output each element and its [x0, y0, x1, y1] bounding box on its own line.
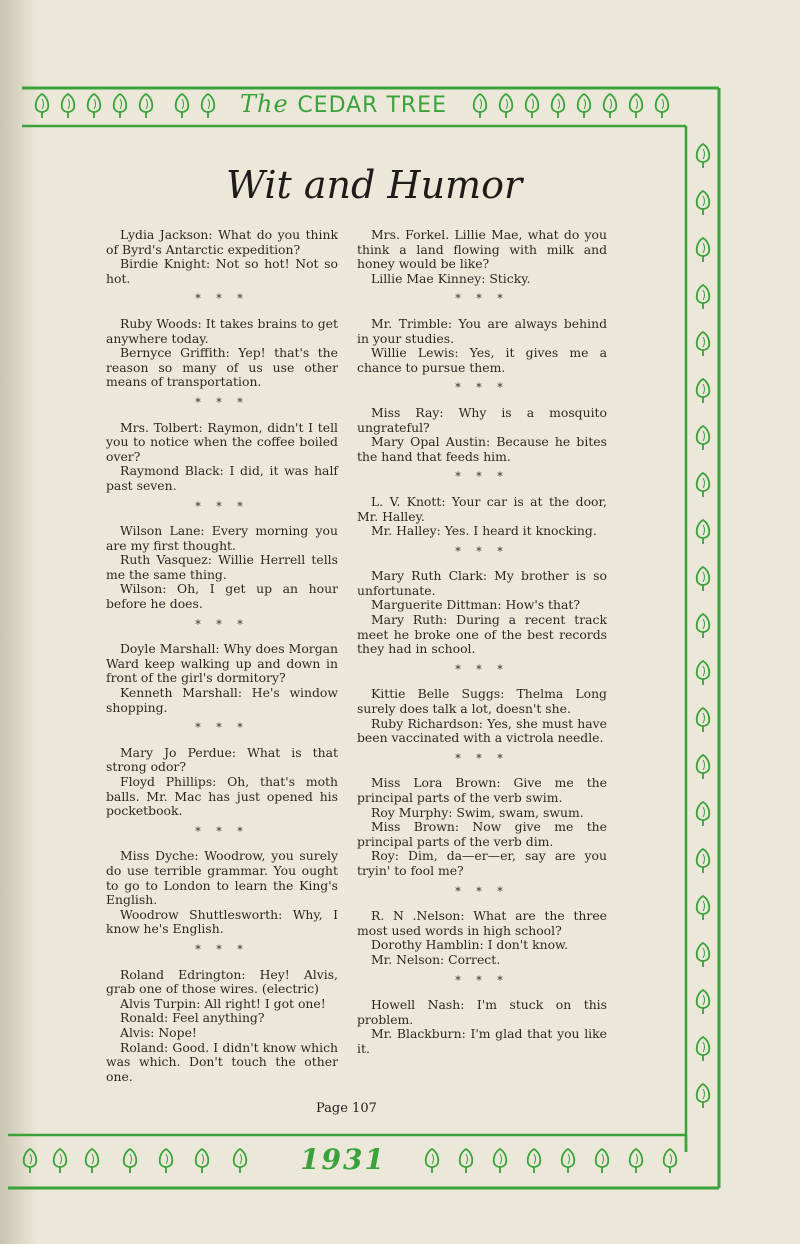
- joke-line: Mrs. Tolbert: Raymon, didn't I tell you to notice when the coffee boiled over?: [106, 419, 338, 464]
- tree-icon: [697, 332, 710, 356]
- joke-line: Alvis Turpin: All right! I got one!: [120, 995, 326, 1011]
- tree-icon: [54, 1149, 67, 1173]
- joke-line: Ruth Vasquez: Willie Herrell tells me the same thing.: [106, 552, 338, 582]
- joke-line: Alvis: Nope!: [120, 1024, 197, 1040]
- tree-icon: [160, 1149, 173, 1173]
- joke-entry: [357, 317, 607, 375]
- joke-entry: [357, 909, 607, 967]
- joke-entry: [357, 998, 607, 1056]
- footer-year: 1931: [300, 1143, 386, 1176]
- tree-icon: [630, 1149, 643, 1173]
- joke-line: Howell Nash: I'm stuck on this problem.: [357, 997, 607, 1027]
- joke-entry: [357, 228, 607, 286]
- separator-asterisks: * * *: [195, 499, 249, 513]
- joke-entry: [106, 421, 338, 494]
- header-the: The: [240, 90, 289, 118]
- separator-asterisks: * * *: [455, 973, 509, 987]
- tree-icon: [697, 661, 710, 685]
- tree-icon: [697, 473, 710, 497]
- joke-line: Roland Edrington: Hey! Alvis, grab one of those wires. (electric): [106, 966, 338, 997]
- joke-line: Mr. Halley: Yes. I heard it knocking.: [371, 523, 597, 539]
- joke-line: R. N .Nelson: What are the three most used words in high school?: [357, 908, 607, 938]
- joke-entry: [357, 569, 607, 657]
- tree-icon: [140, 94, 153, 118]
- joke-line: Mary Ruth Clark: My brother is so unfortunate.: [357, 568, 607, 598]
- tree-icon: [697, 943, 710, 967]
- tree-icon: [604, 94, 617, 118]
- joke-line: Floyd Phillips: Oh, that's moth balls. Mr. Mac has just opened his pocketbook.: [106, 774, 338, 819]
- right-column: [357, 228, 607, 1057]
- joke-line: Roy Murphy: Swim, swam, swum.: [371, 804, 584, 820]
- joke-entry: [106, 968, 338, 1085]
- joke-line: Mary Jo Perdue: What is that strong odor?: [106, 744, 338, 775]
- joke-line: Miss Brown: Now give me the principal parts of the verb dim.: [357, 819, 607, 849]
- left-column: [106, 228, 338, 1084]
- tree-icon: [196, 1149, 209, 1173]
- tree-icon: [596, 1149, 609, 1173]
- separator-asterisks: * * *: [455, 662, 509, 676]
- tree-icon: [697, 896, 710, 920]
- tree-icon: [88, 94, 101, 118]
- tree-icon: [494, 1149, 507, 1173]
- tree-icon: [697, 1084, 710, 1108]
- tree-icon: [62, 94, 75, 118]
- tree-icon: [697, 567, 710, 591]
- joke-entry: [357, 495, 607, 539]
- tree-icon: [526, 94, 539, 118]
- joke-line: Mary Opal Austin: Because he bites the hand that feeds him.: [357, 434, 607, 464]
- tree-icon: [426, 1149, 439, 1173]
- tree-icon: [474, 94, 487, 118]
- joke-line: Willie Lewis: Yes, it gives me a chance to pursue them.: [357, 345, 607, 375]
- header-cedar-tree: CEDAR TREE: [297, 93, 447, 118]
- tree-icon: [697, 990, 710, 1014]
- joke-line: Ronald: Feel anything?: [120, 1010, 265, 1026]
- separator-asterisks: * * *: [195, 824, 249, 838]
- tree-icon: [528, 1149, 541, 1173]
- tree-icon: [36, 94, 49, 118]
- joke-line: Kenneth Marshall: He's window shopping.: [106, 685, 338, 715]
- joke-line: Roy: Dim, da—er—er, say are you tryin' to fool me?: [357, 848, 607, 878]
- tree-icon: [664, 1149, 677, 1173]
- tree-icon: [500, 94, 513, 118]
- tree-icon: [697, 1037, 710, 1061]
- joke-entry: [106, 317, 338, 390]
- joke-line: Lillie Mae Kinney: Sticky.: [371, 270, 531, 286]
- joke-line: Wilson: Oh, I get up an hour before he does.: [106, 581, 338, 612]
- joke-line: Mr. Trimble: You are always behind in your studies.: [357, 315, 607, 346]
- tree-icon: [697, 802, 710, 826]
- tree-icon: [630, 94, 643, 118]
- page-number: Page 107: [316, 1101, 377, 1116]
- tree-icon: [202, 94, 215, 118]
- joke-line: Wilson Lane: Every morning you are my first thought.: [106, 523, 338, 553]
- joke-line: Mrs. Forkel. Lillie Mae, what do you think a land flowing with milk and honey would be like?: [357, 227, 607, 272]
- tree-icon: [86, 1149, 99, 1173]
- joke-line: Bernyce Griffith: Yep! that's the reason so many of us use other means of transportation.: [106, 345, 338, 390]
- joke-line: Ruby Richardson: Yes, she must have been vaccinated with a victrola needle.: [357, 715, 607, 746]
- joke-line: Mr. Nelson: Correct.: [371, 951, 501, 967]
- joke-line: Marguerite Dittman: How's that?: [371, 597, 581, 613]
- tree-icon: [697, 708, 710, 732]
- tree-icon: [562, 1149, 575, 1173]
- header-title: [240, 90, 460, 126]
- tree-icon: [578, 94, 591, 118]
- tree-icon: [697, 614, 710, 638]
- separator-asterisks: * * *: [455, 381, 509, 395]
- joke-entry: [106, 746, 338, 819]
- tree-icon: [697, 755, 710, 779]
- tree-icon: [697, 144, 710, 168]
- tree-icon: [460, 1149, 473, 1173]
- tree-icon: [124, 1149, 137, 1173]
- separator-asterisks: * * *: [455, 292, 509, 306]
- tree-icon: [234, 1149, 247, 1173]
- joke-line: Miss Dyche: Woodrow, you surely do use terrible grammar. You ought to go to London to learn the King's English.: [106, 848, 338, 908]
- joke-line: Doyle Marshall: Why does Morgan Ward keep walking up and down in front of the girl's dormitory?: [106, 641, 338, 686]
- joke-line: Mr. Blackburn: I'm glad that you like it.: [357, 1026, 607, 1056]
- separator-asterisks: * * *: [455, 751, 509, 765]
- joke-line: L. V. Knott: Your car is at the door, Mr. Halley.: [357, 493, 607, 524]
- joke-line: Mary Ruth: During a recent track meet he broke one of the best records they had in school.: [357, 612, 607, 657]
- separator-asterisks: * * *: [455, 470, 509, 484]
- tree-icon: [656, 94, 669, 118]
- joke-line: Miss Lora Brown: Give me the principal parts of the verb swim.: [357, 775, 607, 805]
- joke-line: Kittie Belle Suggs: Thelma Long surely does talk a lot, doesn't she.: [357, 686, 607, 717]
- joke-entry: [106, 642, 338, 715]
- tree-icon: [176, 94, 189, 118]
- tree-icon: [697, 238, 710, 262]
- separator-asterisks: * * *: [195, 942, 249, 956]
- page-title: Wit and Humor: [226, 163, 523, 207]
- joke-line: Dorothy Hamblin: I don't know.: [371, 937, 569, 953]
- separator-asterisks: * * *: [455, 544, 509, 558]
- joke-line: Ruby Woods: It takes brains to get anywhere today.: [106, 315, 338, 346]
- joke-line: Lydia Jackson: What do you think of Byrd's Antarctic expedition?: [106, 227, 338, 257]
- tree-icon: [697, 426, 710, 450]
- separator-asterisks: * * *: [455, 884, 509, 898]
- joke-line: Miss Ray: Why is a mosquito ungrateful?: [357, 404, 607, 435]
- joke-entry: [106, 524, 338, 612]
- tree-icon: [24, 1149, 37, 1173]
- separator-asterisks: * * *: [195, 617, 249, 631]
- joke-line: Birdie Knight: Not so hot! Not so hot.: [106, 256, 338, 286]
- tree-icon: [697, 520, 710, 544]
- joke-entry: [106, 228, 338, 286]
- tree-icon: [552, 94, 565, 118]
- tree-icon: [697, 285, 710, 309]
- tree-icon: [697, 849, 710, 873]
- tree-icon: [697, 191, 710, 215]
- joke-line: Raymond Black: I did, it was half past seven.: [106, 463, 338, 493]
- tree-icon: [697, 379, 710, 403]
- joke-line: Roland: Good. I didn't know which was which. Don't touch the other one.: [106, 1039, 338, 1084]
- separator-asterisks: * * *: [195, 395, 249, 409]
- separator-asterisks: * * *: [195, 292, 249, 306]
- joke-entry: [357, 687, 607, 745]
- joke-entry: [106, 849, 338, 937]
- tree-icon: [114, 94, 127, 118]
- joke-entry: [357, 406, 607, 464]
- joke-entry: [357, 776, 607, 878]
- separator-asterisks: * * *: [195, 721, 249, 735]
- joke-line: Woodrow Shuttlesworth: Why, I know he's English.: [106, 906, 338, 937]
